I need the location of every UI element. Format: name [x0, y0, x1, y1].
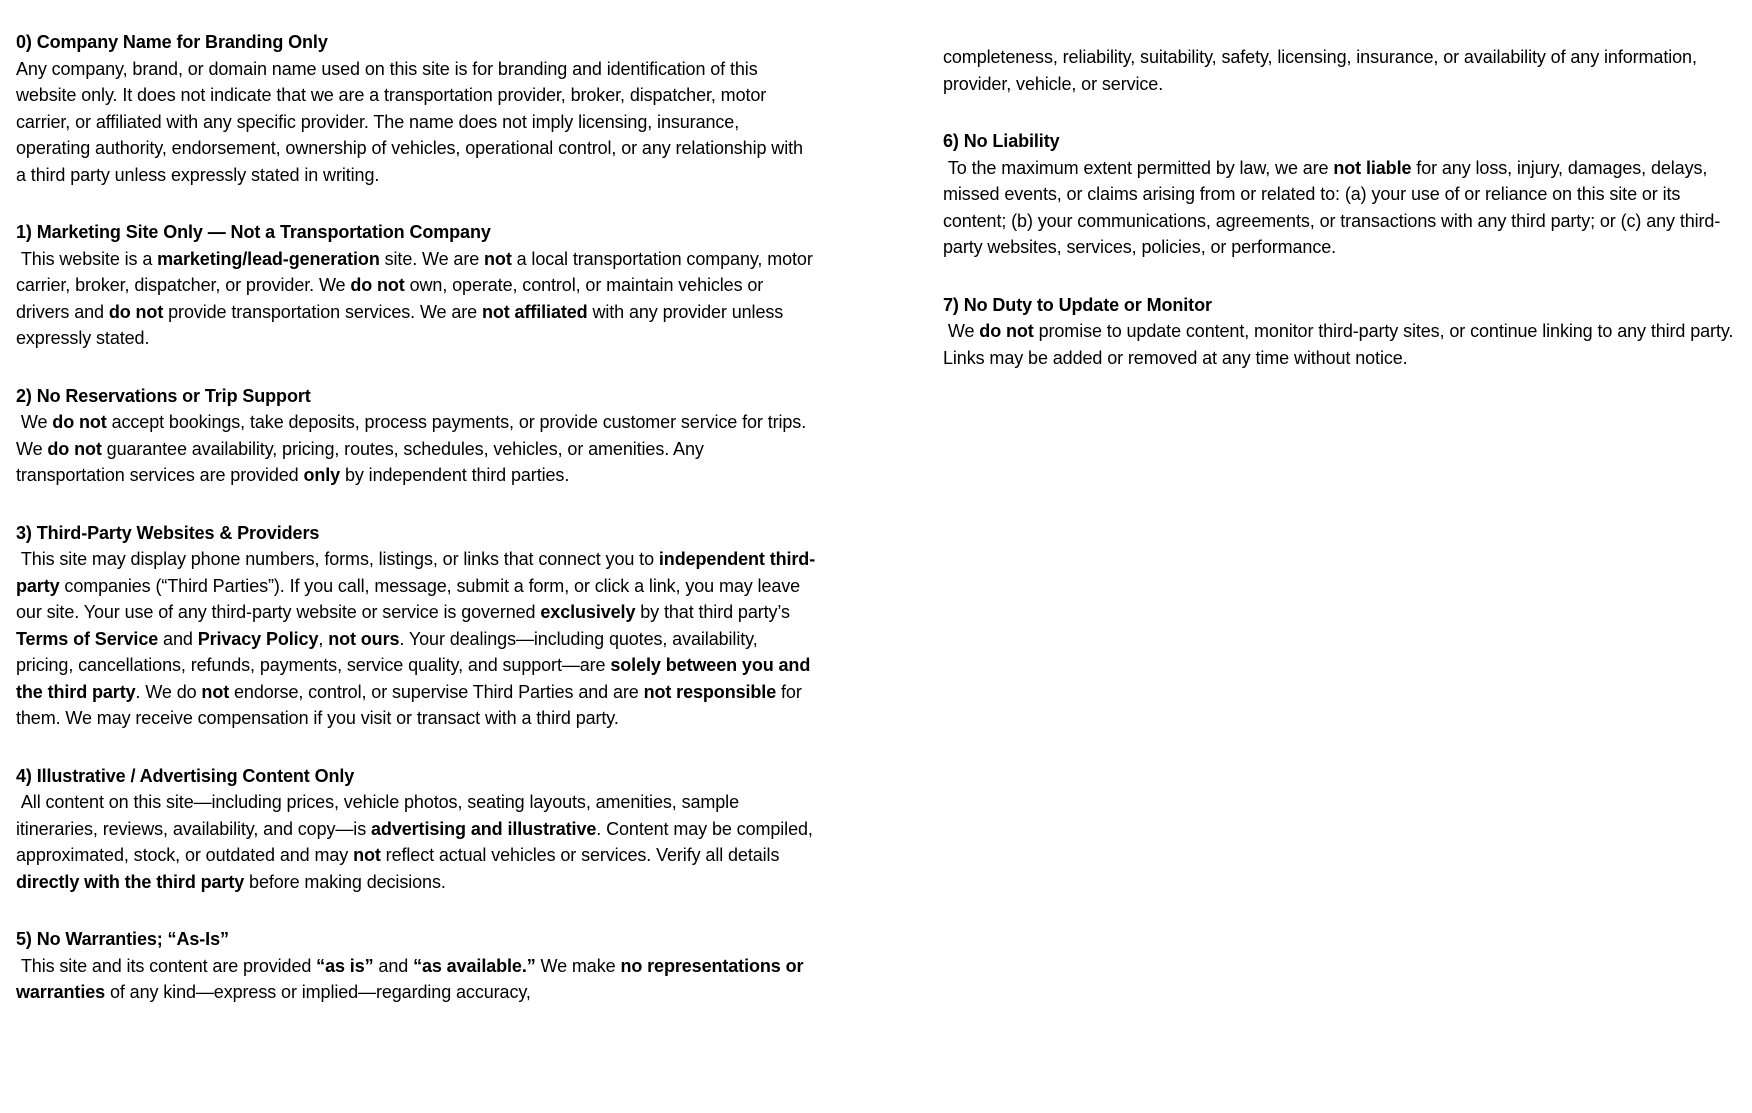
section-heading: 5) No Warranties; “As-Is”	[16, 929, 229, 949]
section-body	[16, 953, 816, 1006]
bold-text: “as available.”	[413, 955, 536, 976]
section-heading: 3) Third-Party Websites & Providers	[16, 522, 320, 543]
body-text: own, operate, control, or maintain vehicles or drivers and	[16, 275, 769, 322]
section	[16, 219, 816, 352]
bold-text: do not	[979, 321, 1034, 341]
body-text: All content on this site—including prices, vehicle photos, seating layouts, amenities, sample itineraries, reviews, availability, and copy—is	[16, 792, 744, 839]
section	[16, 763, 816, 896]
section-body	[943, 44, 1743, 97]
body-text: completeness, reliability, suitability, safety, licensing, insurance, or availability of any information, provider, vehicle, or service.	[943, 47, 1702, 94]
body-text: This site and its content are provided	[16, 955, 317, 976]
section	[943, 128, 1743, 261]
bold-text: do not	[108, 301, 164, 322]
body-text: ,	[318, 628, 329, 649]
bold-text: do not	[47, 438, 102, 459]
right-column	[943, 29, 1743, 1037]
bold-text: “as is”	[316, 955, 374, 976]
body-text: . Content may be compiled, approximated, stock, or outdated and may	[16, 818, 818, 865]
body-text: accept bookings, take deposits, process payments, or provide customer service for trips. We	[16, 412, 812, 459]
body-text: This website is a	[16, 248, 158, 269]
section-heading: 0) Company Name for Branding Only	[16, 32, 328, 52]
section-body	[16, 409, 816, 489]
section-heading: 6) No Liability	[943, 131, 1060, 151]
section-body	[16, 246, 816, 352]
section	[943, 292, 1743, 372]
body-text: endorse, control, or supervise Third Parties and are	[229, 681, 644, 702]
section	[16, 383, 816, 489]
body-text: by independent third parties.	[340, 465, 570, 485]
body-text: . Your dealings—including quotes, availability, pricing, cancellations, refunds, payments, service quality, and support—are	[16, 628, 763, 675]
body-text: reflect actual vehicles or services. Verify all details	[380, 845, 785, 865]
section-body	[16, 546, 816, 732]
left-column	[16, 29, 816, 1037]
bold-text: marketing/lead-generation	[157, 248, 380, 269]
body-text: provide transportation services. We are	[163, 301, 482, 322]
body-text: Any company, brand, or domain name used on this site is for branding and identification of this website only. It does not indicate that we are a transportation provider, broker, dispatcher, motor carrier, or affiliated with any specific provider. The name does not imply licensing, insurance, operating authority, endorsement, ownership of vehicles, operational control, or any relationship with a third party unless expressly stated in writing.	[16, 58, 808, 185]
bold-text: not	[484, 248, 512, 269]
bold-text: independent third-party	[16, 549, 816, 596]
body-text: site. We are	[379, 248, 485, 269]
section-body	[943, 155, 1743, 261]
body-text: To the maximum extent permitted by law, we are	[943, 157, 1334, 178]
section-heading: 1) Marketing Site Only — Not a Transportation Company	[16, 222, 491, 242]
bold-text: Terms of Service	[16, 628, 159, 649]
body-text: We	[943, 321, 980, 341]
body-text: a local transportation company, motor carrier, broker, dispatcher, or provider. We	[16, 248, 818, 295]
bold-text: not liable	[1333, 157, 1412, 178]
bold-text: not	[353, 845, 381, 865]
section	[16, 29, 816, 188]
body-text: We	[16, 412, 53, 432]
bold-text: do not	[350, 275, 405, 295]
section-continuation	[943, 44, 1743, 97]
bold-text: not ours	[328, 628, 400, 649]
bold-text: Privacy Policy	[197, 628, 319, 649]
body-text: and	[373, 955, 414, 976]
section-body	[16, 789, 816, 895]
body-text: and	[158, 628, 198, 649]
body-text: for them. We may receive compensation if you visit or transact with a third party.	[16, 681, 807, 728]
body-text: of any kind—express or implied—regarding accuracy,	[105, 982, 531, 1002]
body-text: companies (“Third Parties”). If you call, message, submit a form, or click a link, you may leave our site. Your use of any third-party website or service is governed	[16, 575, 805, 622]
section	[16, 926, 816, 1006]
bold-text: not	[201, 681, 230, 702]
section-body	[16, 56, 816, 189]
bold-text: exclusively	[540, 602, 636, 622]
bold-text: not responsible	[643, 681, 777, 702]
body-text: . We do	[135, 681, 202, 702]
bold-text: solely between you and the third party	[16, 655, 816, 702]
body-text: promise to update content, monitor third-party sites, or continue linking to any third party. Links may be added or removed at any time without notice.	[943, 321, 1739, 368]
body-text: We make	[535, 955, 621, 976]
section-heading: 4) Illustrative / Advertising Content Only	[16, 765, 355, 786]
body-text: for any loss, injury, damages, delays, missed events, or claims arising from or related to: (a) your use of or reliance on this site or its content; (b) your communications, agreements, or transactions with any third party; or (c) any third-party websites, services, policies, or performance.	[943, 157, 1721, 257]
section-heading: 7) No Duty to Update or Monitor	[943, 294, 1212, 315]
bold-text: do not	[52, 412, 107, 432]
bold-text: only	[303, 465, 341, 485]
bold-text: no representations or warranties	[16, 955, 809, 1002]
body-text: before making decisions.	[244, 871, 446, 892]
body-text: guarantee availability, pricing, routes, schedules, vehicles, or amenities. Any transportation services are provided	[16, 438, 709, 485]
section-heading: 2) No Reservations or Trip Support	[16, 385, 311, 406]
body-text: This site may display phone numbers, forms, listings, or links that connect you to	[16, 549, 659, 569]
section-body	[943, 318, 1743, 371]
body-text: by that third party’s	[635, 602, 795, 622]
bold-text: not affiliated	[481, 301, 588, 322]
body-text: with any provider unless expressly stated.	[16, 301, 789, 348]
bold-text: advertising and illustrative	[371, 818, 597, 839]
bold-text: directly with the third party	[16, 871, 245, 892]
section	[16, 520, 816, 732]
